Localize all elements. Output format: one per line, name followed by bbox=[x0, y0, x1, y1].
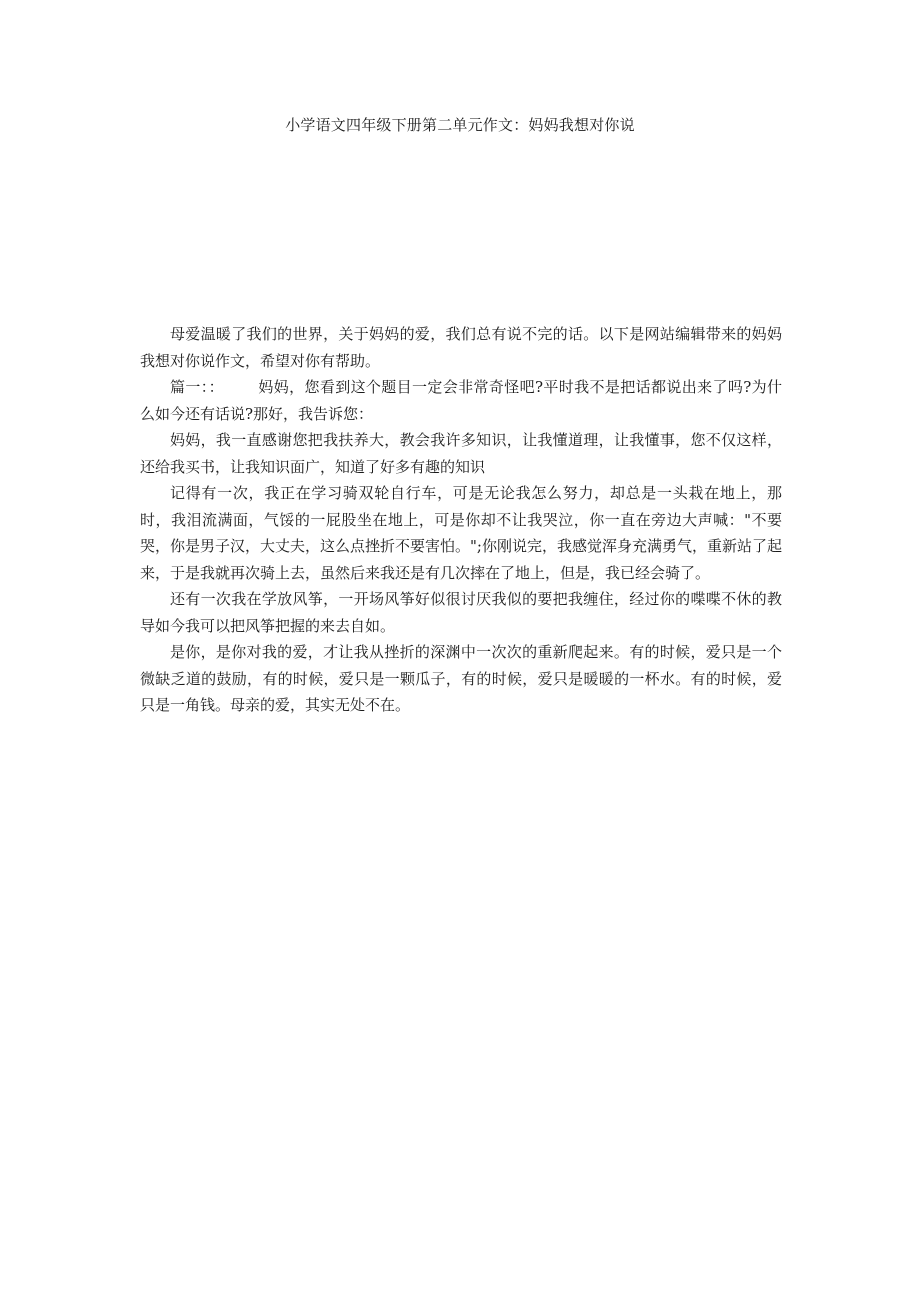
body-paragraph: 是你，是你对我的爱，才让我从挫折的深渊中一次次的重新爬起来。有的时候，爱只是一个微缺乏道的鼓励，有的时候，爱只是一颗瓜子，有的时候，爱只是暖暖的一杯水。有的时候，爱只是一角钱。母亲的爱，其实无处不在。 bbox=[140, 643, 782, 714]
section-one-text: 妈妈，您看到这个题目一定会非常奇怪吧?平时我不是把话都说出来了吗?为什么如今还有话说?那好，我告诉您： bbox=[140, 378, 782, 423]
section-label: 篇一：： bbox=[170, 378, 224, 396]
body-paragraph: 还有一次我在学放风筝，一开场风筝好似很讨厌我似的要把我缠住，经过你的喋喋不休的教导如今我可以把风筝把握的来去自如。 bbox=[140, 590, 782, 635]
document-title: 小学语文四年级下册第二单元作文：妈妈我想对你说 bbox=[285, 116, 635, 134]
section-one-paragraph bbox=[140, 374, 782, 427]
intro-paragraph: 母爱温暖了我们的世界，关于妈妈的爱，我们总有说不完的话。以下是网站编辑带来的妈妈我想对你说作文，希望对你有帮助。 bbox=[140, 325, 782, 370]
body-paragraph: 妈妈，我一直感谢您把我扶养大，教会我许多知识，让我懂道理，让我懂事，您不仅这样，还给我买书，让我知识面广，知道了好多有趣的知识 bbox=[140, 431, 782, 476]
document-body bbox=[140, 321, 782, 719]
body-paragraph: 记得有一次，我正在学习骑双轮自行车，可是无论我怎么努力，却总是一头栽在地上，那时，我泪流满面，气馁的一屁股坐在地上，可是你却不让我哭泣，你一直在旁边大声喊："不要哭，你是男子汉，大丈夫，这么点挫折不要害怕。";你刚说完，我感觉浑身充满勇气，重新站了起来，于是我就再次骑上去，虽然后来我还是有几次摔在了地上，但是，我已经会骑了。 bbox=[140, 484, 782, 582]
